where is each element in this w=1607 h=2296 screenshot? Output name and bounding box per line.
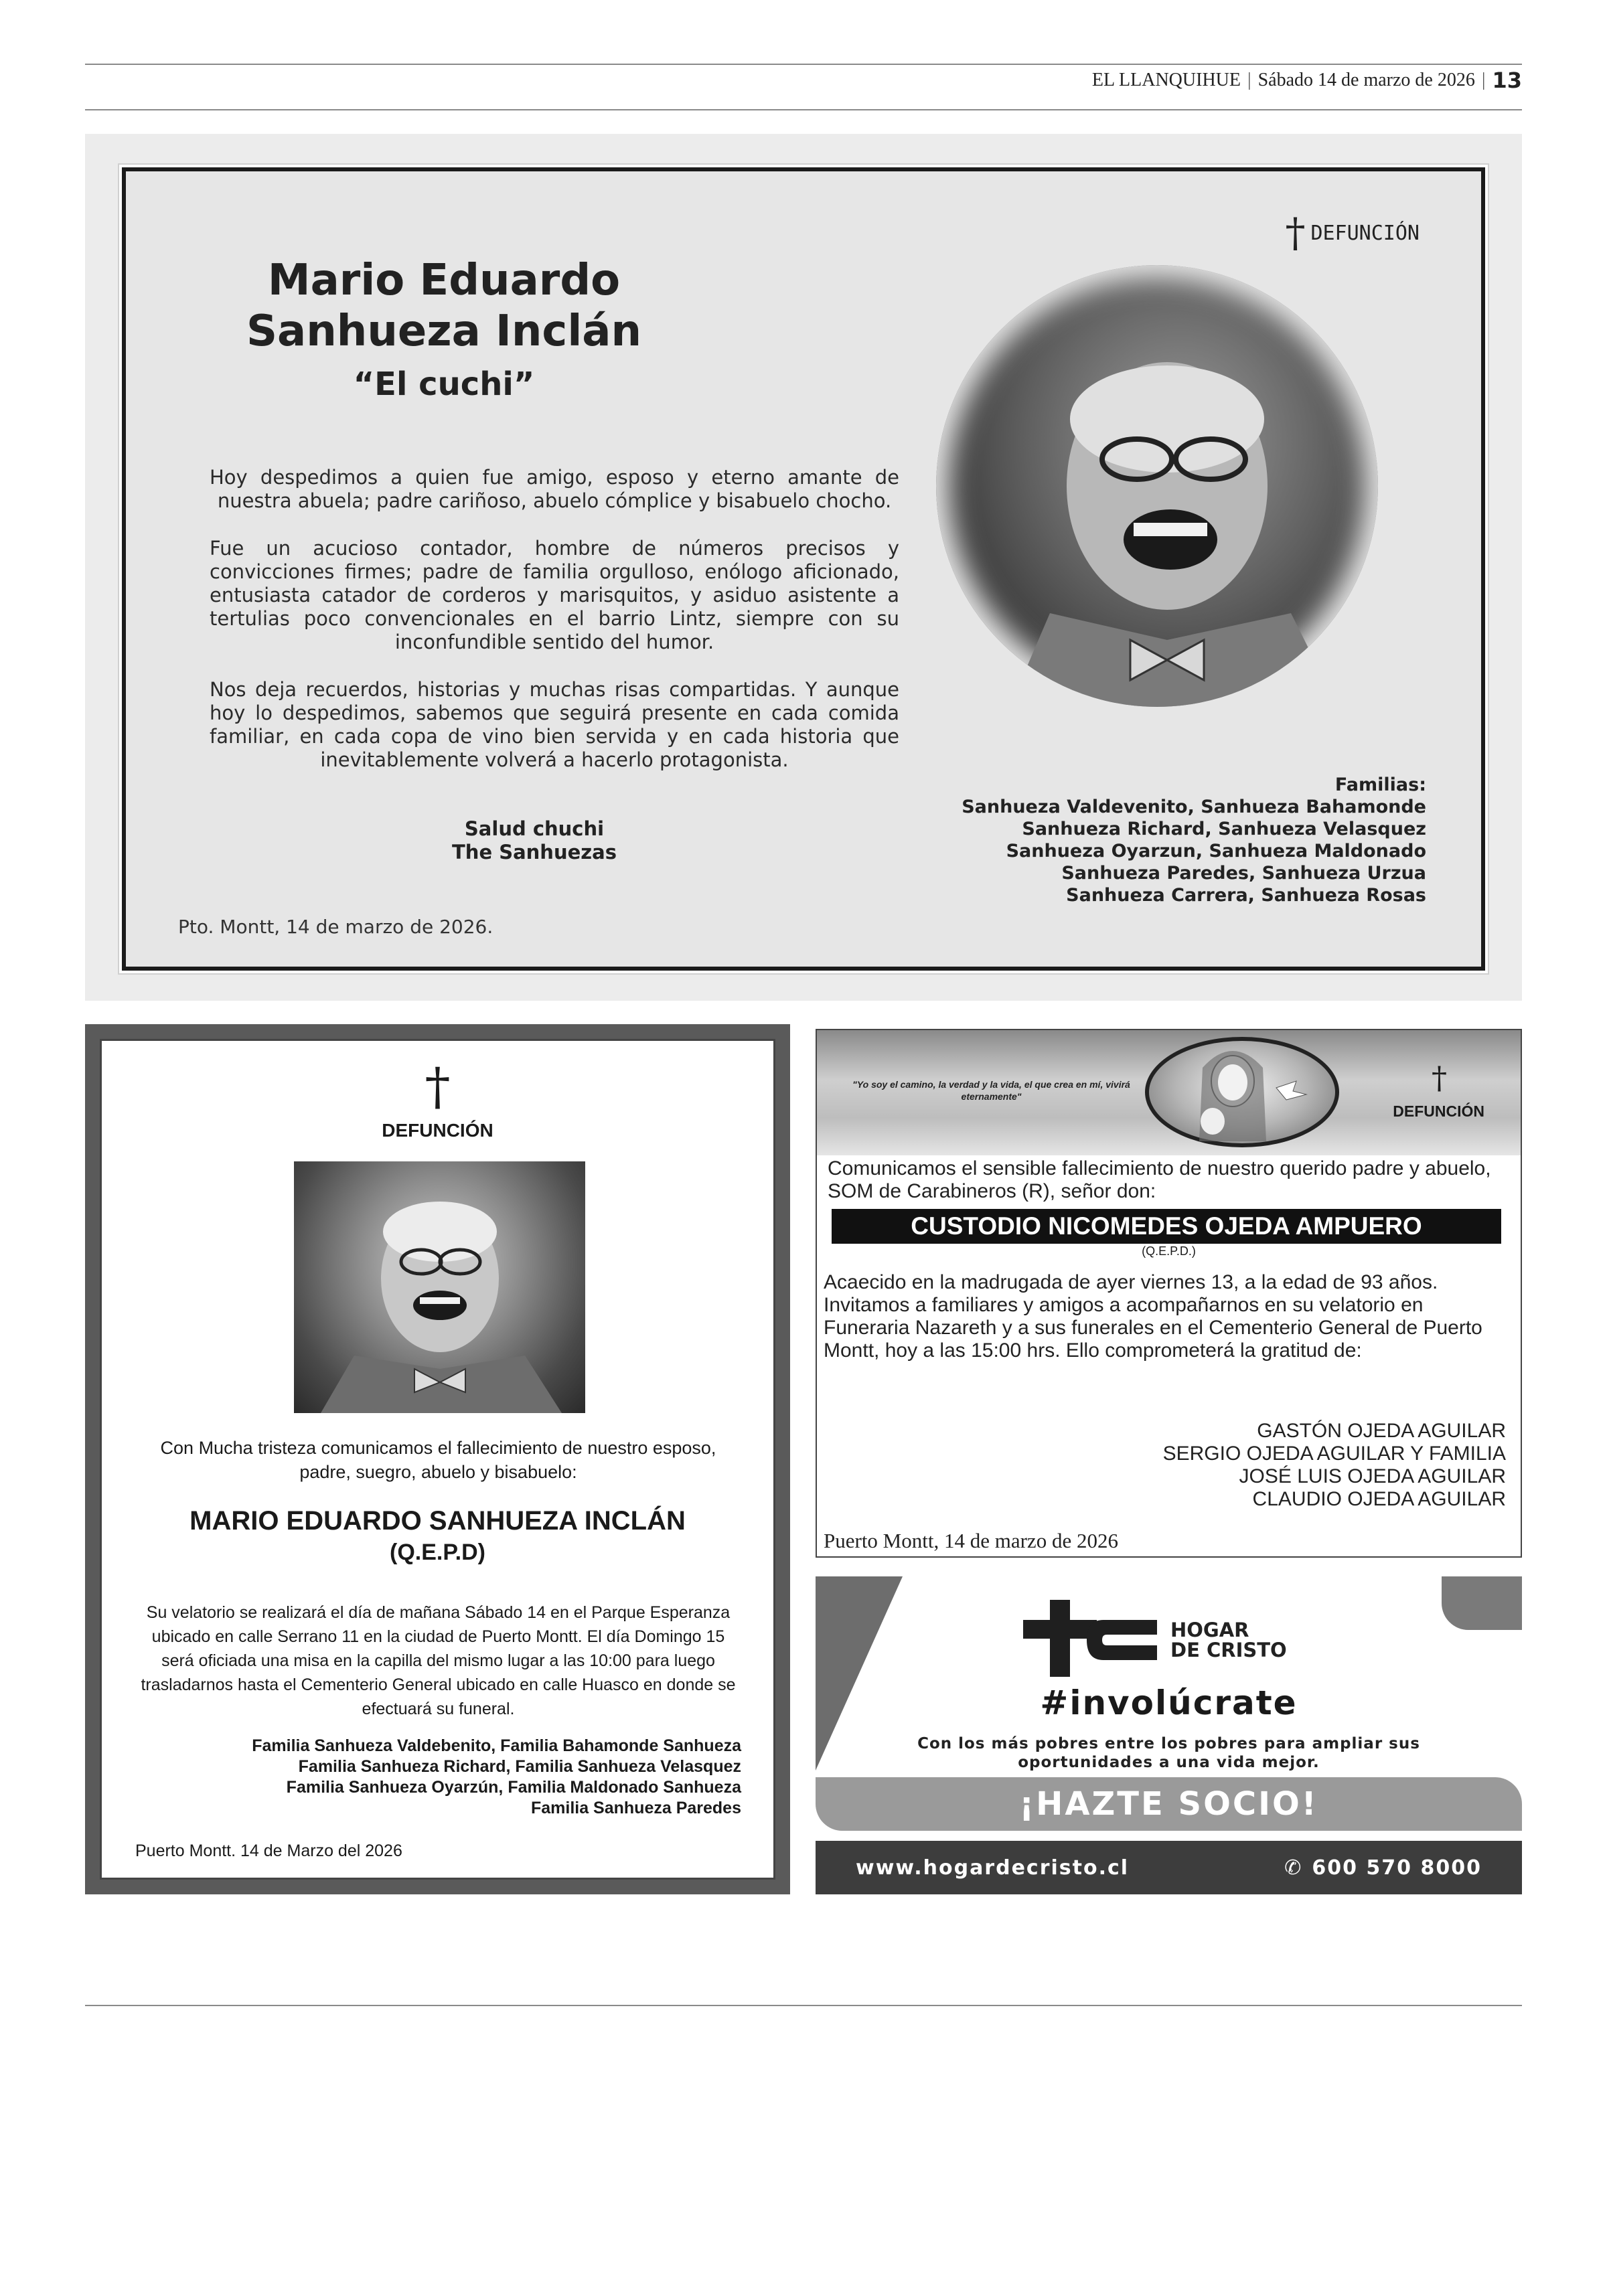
place-date: Puerto Montt. 14 de Marzo del 2026 xyxy=(135,1841,402,1860)
portrait-illustration xyxy=(936,265,1378,707)
qepd-label: (Q.E.P.D) xyxy=(390,1540,485,1565)
place-date: Puerto Montt, 14 de marzo de 2026 xyxy=(824,1529,1118,1552)
org-line-2: DE CRISTO xyxy=(1170,1639,1287,1661)
families xyxy=(962,774,1426,906)
paragraph: Fue un acucioso contador, hombre de números precisos y convicciones firmes; padre de familia orgulloso, enólogo aficionado, entusiasta catador de corderos y marisquitos, y asiduo asistente a tertulias poco convencionales en el barrio Lintz, siempre con su inconfundible sentido del humor. xyxy=(210,537,899,653)
cta-label: ¡HAZTE SOCIO! xyxy=(1019,1785,1318,1823)
closing-line-1: Salud chuchi xyxy=(464,817,605,840)
defuncion-label: DEFUNCIÓN xyxy=(1310,221,1420,245)
family-line: JOSÉ LUIS OJEDA AGUILAR xyxy=(1239,1465,1506,1487)
defuncion-tag xyxy=(1285,210,1420,256)
religious-illustration xyxy=(1149,1041,1335,1143)
obituary-3 xyxy=(816,1029,1522,1558)
contact-bar xyxy=(816,1841,1522,1894)
cross-icon: † xyxy=(1432,1060,1447,1096)
phone-number: 600 570 8000 xyxy=(1312,1856,1482,1880)
newspaper-name: EL LLANQUIHUE xyxy=(1091,70,1241,90)
portrait-photo xyxy=(294,1161,585,1413)
portrait-illustration xyxy=(294,1161,585,1413)
paragraph: Nos deja recuerdos, historias y muchas risas compartidas. Y aunque hoy lo despedimos, sabemos que seguirá presente en cada comida familiar, en cada copa de vino bien servida y en cada historia que inevitablemente volverá a hacerlo protagonista. xyxy=(210,678,899,771)
paragraph: Hoy despedimos a quien fue amigo, esposo y eterno amante de nuestra abuela; padre cariñoso, abuelo cómplice y bisabuelo chocho. xyxy=(210,466,899,512)
deceased-name xyxy=(226,255,662,357)
obituary-2 xyxy=(100,1039,775,1880)
bottom-rule xyxy=(85,2005,1522,2006)
top-rule xyxy=(85,64,1522,65)
virgin-mary-image xyxy=(1145,1037,1339,1147)
funeral-details: Acaecido en la madrugada de ayer viernes 13, a la edad de 93 años. Invitamos a familiares y amigos a acompañarnos en su velatorio en Funeraria Nazareth y a sus funerales en el Cementerio General de Puerto Montt, hoy a las 15:00 hrs. Ello comprometerá la gratitud de: xyxy=(824,1271,1482,1362)
family-line: Sanhueza Valdevenito, Sanhueza Bahamonde xyxy=(962,797,1426,817)
qepd-label: (Q.E.P.D.) xyxy=(1142,1244,1196,1258)
issue-date: Sábado 14 de marzo de 2026 xyxy=(1257,70,1475,90)
defuncion-label: DEFUNCIÓN xyxy=(1393,1102,1484,1120)
family-line: CLAUDIO OJEDA AGUILAR xyxy=(1252,1488,1506,1510)
phone-contact[interactable] xyxy=(1284,1856,1482,1880)
nickname: “El cuchi” xyxy=(353,365,535,403)
announcement-intro: Con Mucha tristeza comunicamos el fallecimiento de nuestro esposo, padre, suegro, abuelo y bisabuelo: xyxy=(160,1438,716,1482)
family-line: Familia Sanhueza Richard, Familia Sanhueza Velasquez xyxy=(298,1757,741,1776)
header-separator: | xyxy=(1247,70,1251,90)
family-line: Familia Sanhueza Paredes xyxy=(530,1799,741,1817)
name-line-1: Mario Eduardo xyxy=(267,256,621,305)
name-line-2: Sanhueza Inclán xyxy=(246,307,642,356)
families xyxy=(252,1736,741,1819)
family-line: Sanhueza Richard, Sanhueza Velasquez xyxy=(1022,819,1426,839)
family-line: Familia Sanhueza Oyarzún, Familia Maldonado Sanhueza xyxy=(286,1778,741,1797)
header-rule xyxy=(85,109,1522,110)
obituary-text xyxy=(210,466,899,796)
place-date: Pto. Montt, 14 de marzo de 2026. xyxy=(178,916,493,938)
hazte-socio-button[interactable] xyxy=(816,1777,1522,1831)
closing xyxy=(226,817,842,864)
phone-icon: ✆ xyxy=(1284,1856,1303,1880)
deceased-name: MARIO EDUARDO SANHUEZA INCLÁN xyxy=(189,1506,686,1536)
family-line: Sanhueza Oyarzun, Sanhueza Maldonado xyxy=(1006,841,1426,862)
family-line: SERGIO OJEDA AGUILAR Y FAMILIA xyxy=(1162,1443,1506,1465)
portrait-photo xyxy=(936,265,1378,707)
family-line: Sanhueza Carrera, Sanhueza Rosas xyxy=(1066,885,1426,906)
family-line: GASTÓN OJEDA AGUILAR xyxy=(1257,1420,1506,1442)
campaign-subtitle: Con los más pobres entre los pobres para ampliar sus oportunidades a una vida mejor. xyxy=(917,1735,1420,1771)
hogar-de-cristo-logo xyxy=(1023,1600,1157,1677)
family-line: Familia Sanhueza Valdebenito, Familia Bahamonde Sanhueza xyxy=(252,1736,741,1755)
cross-icon: † xyxy=(1285,210,1306,256)
organization-name xyxy=(1170,1620,1287,1660)
org-line-1: HOGAR xyxy=(1170,1619,1249,1641)
funeral-details: Su velatorio se realizará el día de mañana Sábado 14 en el Parque Esperanza ubicado en calle Serrano 11 en la ciudad de Puerto Montt. El día Domingo 15 será oficiada una misa en la capilla del mismo lugar a las 10:00 para luego trasladarnos hasta el Cementerio General ubicado en calle Huasco en donde se efectuará su funeral. xyxy=(141,1603,736,1718)
families xyxy=(1163,1420,1506,1511)
bible-quote: "Yo soy el camino, la verdad y la vida, el que crea en mí, vivirá eternamente" xyxy=(852,1079,1130,1102)
page-number: 13 xyxy=(1492,68,1522,93)
campaign-hashtag: #involúcrate xyxy=(1040,1684,1298,1722)
deceased-name: CUSTODIO NICOMEDES OJEDA AMPUERO xyxy=(832,1209,1501,1244)
cross-icon: † xyxy=(425,1056,451,1116)
closing-line-2: The Sanhuezas xyxy=(452,841,617,864)
families-title: Familias: xyxy=(1334,774,1426,795)
hogar-de-cristo-ad xyxy=(816,1576,1522,1894)
header-separator: | xyxy=(1481,70,1486,90)
family-line: Sanhueza Paredes, Sanhueza Urzua xyxy=(1061,863,1426,884)
announcement-intro: Comunicamos el sensible fallecimiento de nuestro querido padre y abuelo, SOM de Carabineros (R), señor don: xyxy=(828,1157,1491,1202)
website-link[interactable]: www.hogardecristo.cl xyxy=(856,1856,1130,1880)
defuncion-label: DEFUNCIÓN xyxy=(382,1120,493,1141)
obituary-1 xyxy=(122,167,1485,971)
page-header xyxy=(1092,67,1522,94)
decorative-shape xyxy=(1442,1576,1522,1630)
